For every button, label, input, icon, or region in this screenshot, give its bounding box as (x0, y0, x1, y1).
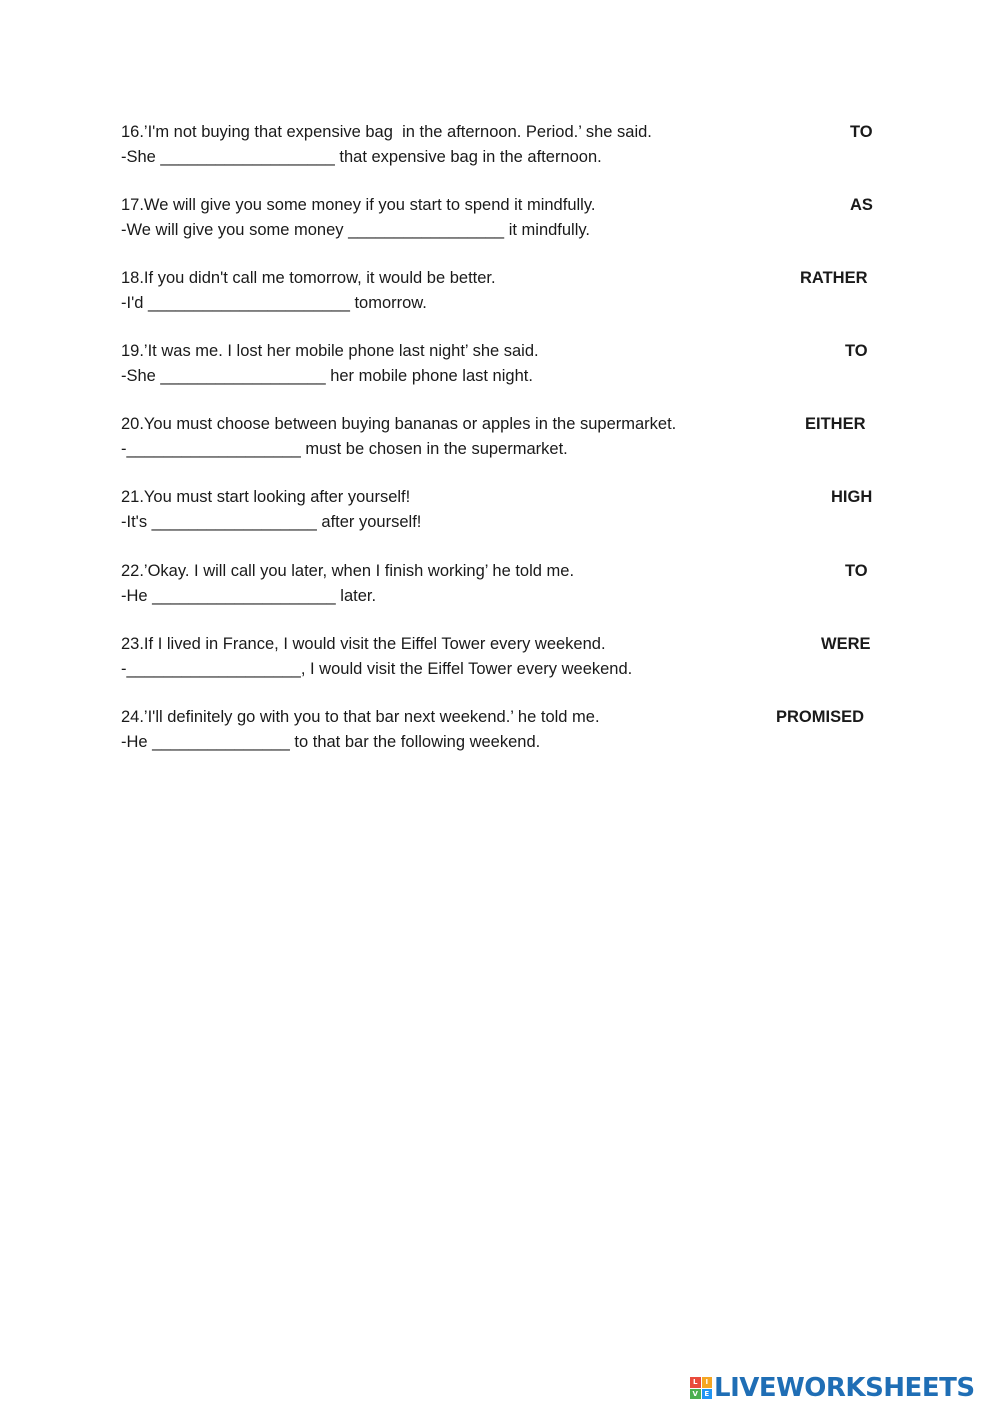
liveworksheets-logo (690, 1373, 975, 1403)
question-text: 22.’Okay. I will call you later, when I finish working’ he told me. (121, 562, 575, 580)
logo-tile-i: I (702, 1377, 713, 1388)
keyword: AS (850, 196, 873, 214)
question-text: 19.’It was me. I lost her mobile phone last night’ she said. (121, 342, 539, 360)
logo-tile-v: V (690, 1389, 701, 1400)
answer-prompt: -I'd ______________________ tomorrow. (121, 294, 427, 312)
answer-prompt: -He ____________________ later. (121, 587, 377, 605)
answer-prompt: -___________________ must be chosen in the supermarket. (121, 440, 568, 458)
question-text: 16.’I'm not buying that expensive bag in the afternoon. Period.’ she said. (121, 123, 652, 141)
liveworksheets-logo-text: LIVEWORKSHEETS (714, 1373, 975, 1403)
logo-tile-l: L (690, 1377, 701, 1388)
exercise-18 (121, 268, 876, 318)
question-text: 21.You must start looking after yourself! (121, 488, 411, 506)
exercise-17 (121, 195, 876, 245)
exercise-23 (121, 634, 876, 684)
keyword: HIGH (831, 488, 873, 506)
exercise-24 (121, 707, 876, 757)
exercise-20 (121, 414, 876, 464)
keyword: TO (850, 123, 873, 141)
exercise-16 (121, 122, 876, 172)
exercise-19 (121, 341, 876, 391)
question-text: 24.’I'll definitely go with you to that bar next weekend.’ he told me. (121, 708, 600, 726)
keyword: EITHER (805, 415, 866, 433)
answer-prompt: -He _______________ to that bar the following weekend. (121, 733, 541, 751)
exercise-21 (121, 487, 876, 537)
answer-prompt: -She ___________________ that expensive bag in the afternoon. (121, 148, 602, 166)
liveworksheets-logo-icon (690, 1377, 712, 1399)
keyword: WERE (821, 635, 871, 653)
question-text: 23.If I lived in France, I would visit the Eiffel Tower every weekend. (121, 635, 606, 653)
answer-prompt: -She __________________ her mobile phone last night. (121, 367, 533, 385)
keyword: PROMISED (776, 708, 865, 726)
question-text: 20.You must choose between buying bananas or apples in the supermarket. (121, 415, 677, 433)
keyword: RATHER (800, 269, 868, 287)
question-text: 18.If you didn't call me tomorrow, it would be better. (121, 269, 496, 287)
question-text: 17.We will give you some money if you start to spend it mindfully. (121, 196, 596, 214)
logo-tile-e: E (702, 1389, 713, 1400)
keyword: TO (845, 562, 868, 580)
exercise-22 (121, 561, 876, 611)
answer-prompt: -___________________, I would visit the Eiffel Tower every weekend. (121, 660, 633, 678)
answer-prompt: -We will give you some money _________________ it mindfully. (121, 221, 590, 239)
answer-prompt: -It's __________________ after yourself! (121, 513, 422, 531)
keyword: TO (845, 342, 868, 360)
